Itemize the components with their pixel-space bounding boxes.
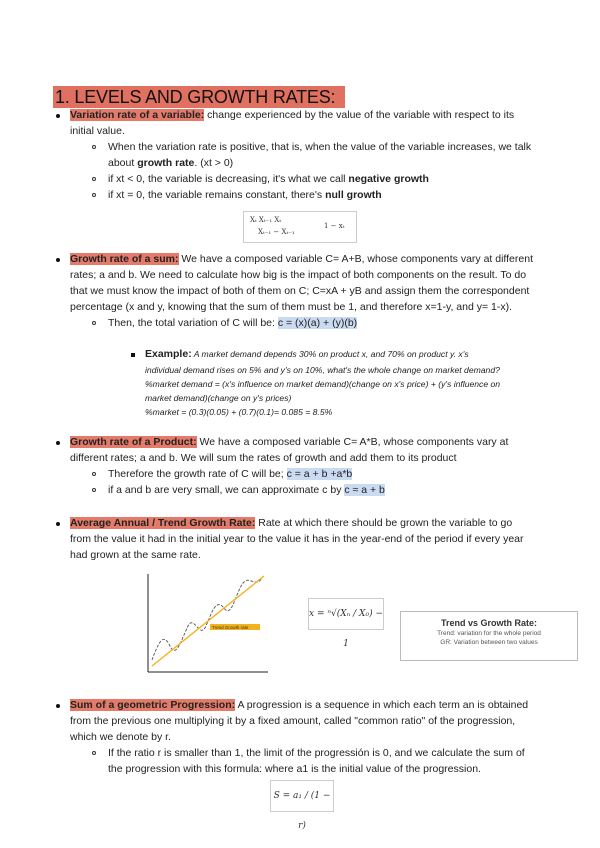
average-term: Average Annual / Trend Growth Rate: [70,517,256,529]
geometric-term: Sum of a geometric Progression: [70,699,236,711]
variation-def-line2: initial value. [70,125,125,137]
sub-bullet [92,751,96,755]
sub-bullet [92,145,96,149]
trend-box-title: Trend vs Growth Rate: [440,618,538,628]
trend-growth-chart [140,568,272,680]
sum-sub: Then, the total variation of C will be: c = (x)(a) + (y)(b) [108,317,358,329]
average-line3: had grown at the same rate. [70,549,201,561]
product-term: Growth rate of a Product: [70,436,197,448]
example-line5: %market = (0.3)(0.05) + (0.7)(0.1)= 0.085 = 8.5% [145,407,333,417]
bullet [56,441,60,445]
sum-line2: rates; a and b. We need to calculate how big is the impact of both components on the result. To do [70,269,527,281]
geometric-line3: which we denote by r. [70,731,171,743]
example-line4: market demand)(change on y's prices) [145,393,292,403]
variation-def-line1: change experienced by the value of the variable with respect to its [204,109,515,121]
growth-rate-term: growth rate [137,157,195,169]
sum-line1: Growth rate of a sum: We have a composed variable C= A+B, whose components vary at different [70,253,533,265]
trend-formula: x = ⁿ√(Xₙ / X₀) − 1 [308,598,384,630]
product-formula: c = a + b +a*b [286,468,353,480]
sum-formula: c = (x)(a) + (y)(b) [277,317,358,329]
square-bullet [131,353,135,357]
geometric-sub-line2: the progression with this formula: where a1 is the initial value of the progression. [108,763,481,775]
variation-sub1-line2: about growth rate. (xt > 0) [108,157,234,169]
chart-label: Trend Growth rate [212,625,249,630]
product-approx-formula: c ≈ a + b [344,484,385,496]
average-line2: from the value it had in the initial year to the value it has in the year-end of the period if every year [70,533,524,545]
sub-bullet [92,472,96,476]
sum-line4: percentage (x and y, knowing that the sum of them must be 1, and therefore x=1-y, and y= 1-x). [70,301,513,313]
example-line2: individual demand rises on 5% and y's on 10%, what's the whole change on market demand? [145,365,500,375]
sub-bullet [92,321,96,325]
variation-formula: Xₜ Xₜ₋₁ Xₜ Xₜ₋₁ − Xₜ₋₁ 1 − xₜ [243,211,357,243]
sub-bullet [92,177,96,181]
page-title: 1. LEVELS AND GROWTH RATES: [53,86,345,108]
bullet [56,522,60,526]
bullet [56,114,60,118]
product-line1: Growth rate of a Product: We have a composed variable C= A*B, whose components vary at [70,436,509,448]
product-sub1: Therefore the growth rate of C will be; c = a + b +a*b [108,468,353,480]
bullet [56,704,60,708]
variation-sub3: if xt = 0, the variable remains constant, there's null growth [108,189,382,201]
bullet [56,258,60,262]
product-sub2: if a and b are very small, we can approximate c by c ≈ a + b [108,484,385,496]
variation-term: Variation rate of a variable: [70,109,205,121]
variation-sub2: if xt < 0, the variable is decreasing, it's what we call negative growth [108,173,429,185]
geometric-sub-line1: If the ratio r is smaller than 1, the limit of the progressión is 0, and we calculate the sum of [108,747,525,759]
example-line1: Example: A market demand depends 30% on product x, and 70% on product y. x's [145,348,469,360]
average-line1: Average Annual / Trend Growth Rate: Rate at which there should be grown the variable to go [70,517,513,529]
geometric-line1: Sum of a geometric Progression: A progression is a sequence in which each term an is obtained [70,699,529,711]
sub-bullet [92,193,96,197]
variation-definition [70,108,565,124]
trend-box-line2: GR: Variation between two values [440,639,538,646]
null-growth-term: null growth [325,189,382,201]
trend-vs-growth-box [400,611,578,661]
geometric-line2: from the previous one multiplying it by a fixed amount, called "common ratio" of the progression, [70,715,516,727]
product-line2: different rates; a and b. We will sum the rates of growth and add them to its product [70,452,457,464]
trend-box-line1: Trend: variation for the whole period [437,630,541,637]
example-label: Example: [145,348,192,360]
sub-bullet [92,488,96,492]
sum-term: Growth rate of a sum: [70,253,179,265]
variation-sub1-line1: When the variation rate is positive, that is, when the value of the variable increases, we talk [108,141,532,153]
negative-growth-term: negative growth [348,173,429,185]
geometric-formula: S = a₁ / (1 − r) [270,780,334,812]
trend-line [152,576,264,666]
example-line3: %market demand = (x's influence on market demand)(change on x's price) + (y's influence on [145,379,501,389]
sum-line3: that we must know the impact of both of them on C; C=xA + yB and assign them the correspondent [70,285,530,297]
